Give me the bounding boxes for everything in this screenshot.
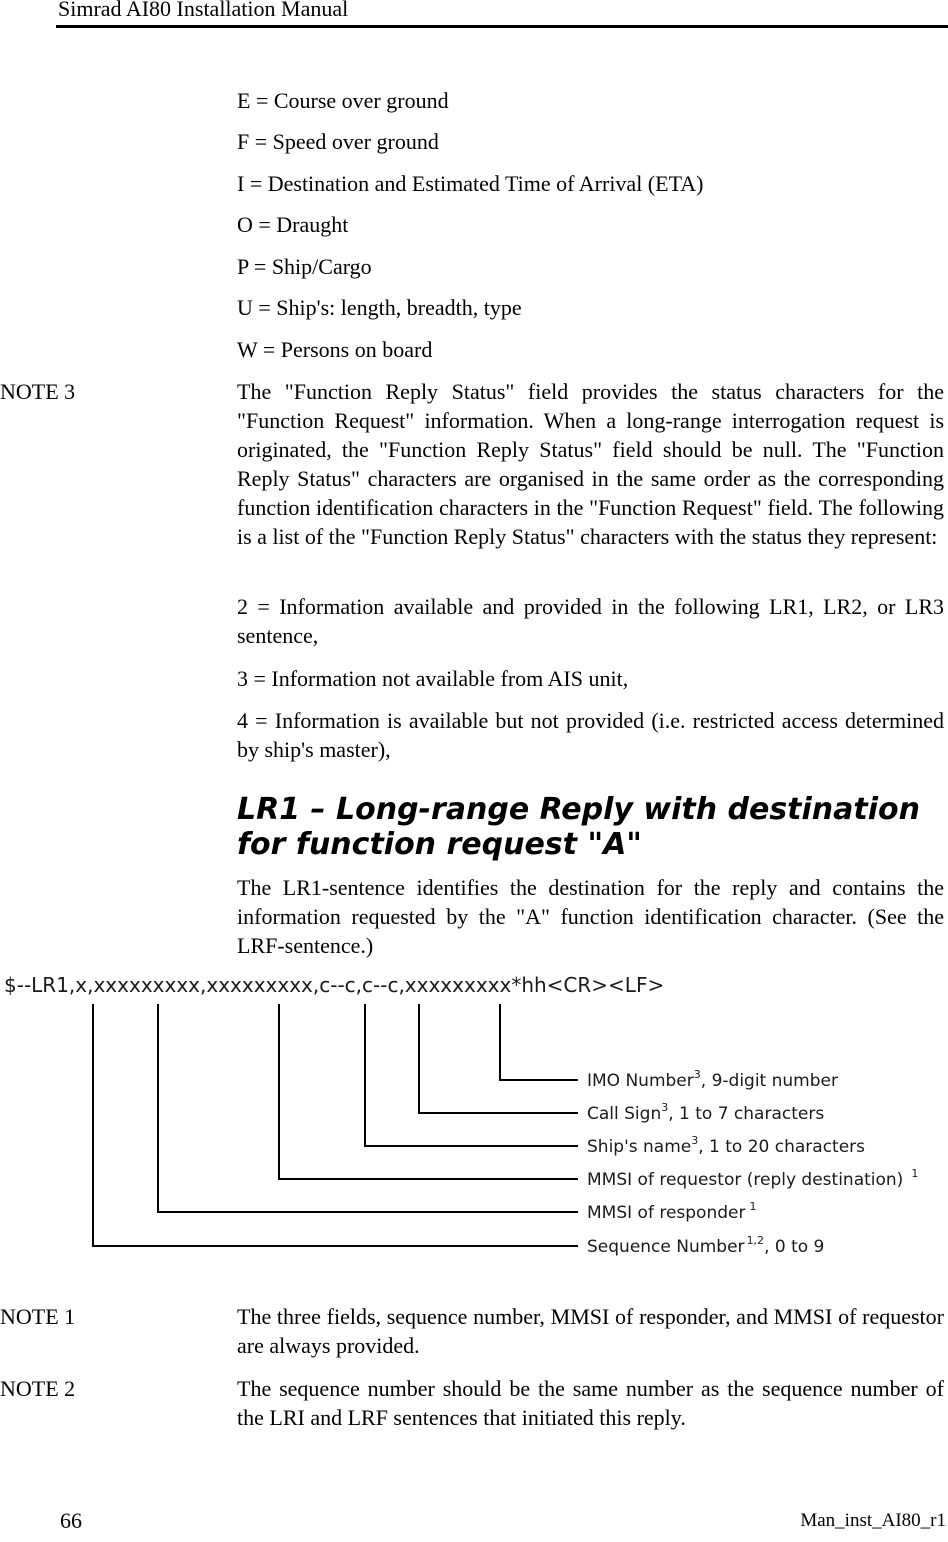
section-heading: LR1 – Long-range Reply with destination for function request "A" — [237, 792, 920, 862]
function-code-f: F = Speed over ground — [237, 129, 439, 154]
page-number: 66 — [60, 1508, 82, 1533]
function-code-e: E = Course over ground — [237, 88, 449, 113]
field-label-ships-name: Ship's name$^3$, 1 to 20 characters — [587, 1134, 866, 1157]
status-item-3: 3 = Information not available from AIS unit, — [237, 666, 629, 691]
status-item-4: 4 = Information is available but not provided (i.e. restricted access determined by ship's master), — [237, 708, 944, 762]
section-intro: The LR1-sentence identifies the destination for the reply and contains the information requested by the "A" function identification character. (See the LRF-sentence.) — [237, 875, 944, 958]
note3-label: NOTE 3 — [0, 379, 76, 404]
function-code-p: P = Ship/Cargo — [237, 254, 372, 279]
note1-text: The three fields, sequence number, MMSI of responder, and MMSI of requestor are always provided. — [237, 1304, 944, 1358]
function-code-i: I = Destination and Estimated Time of Arrival (ETA) — [237, 171, 704, 196]
field-label-mmsi-requestor: MMSI of requestor (reply destination) $^1$ — [587, 1167, 919, 1190]
connector-call-sign — [419, 1004, 578, 1113]
connector-ships-name — [365, 1004, 578, 1146]
connector-mmsi-requestor — [279, 1004, 578, 1179]
connector-sequence-number — [93, 1004, 578, 1246]
lr1-sentence-diagram — [0, 968, 948, 1258]
function-code-o: O = Draught — [237, 212, 349, 237]
document-reference: Man_inst_AI80_r1 — [800, 1510, 946, 1531]
function-code-u: U = Ship's: length, breadth, type — [237, 295, 522, 320]
field-label-sequence-number: Sequence Number $^{1,2}$, 0 to 9 — [587, 1234, 825, 1257]
note3-text: The "Function Reply Status" field provides the status characters for the "Function Request" information. When a long-range interrogation request is originated, the "Function Reply Status" field should be null. The "Function Reply Status" characters are organised in the same order as the corresponding function identification characters in the "Function Request" field. The following is a list of the "Function Reply Status" characters with the status they represent: — [237, 379, 944, 549]
sentence-format: $--LR1,x,xxxxxxxxx,xxxxxxxxx,c--c,c--c,xxxxxxxxx*hh<CR><LF> — [4, 973, 665, 997]
field-label-mmsi-responder: MMSI of responder $^1$ — [587, 1200, 757, 1223]
function-code-w: W = Persons on board — [237, 337, 433, 362]
field-label-call-sign: Call Sign$^3$, 1 to 7 characters — [587, 1101, 825, 1124]
note1-label: NOTE 1 — [0, 1304, 76, 1329]
note2-label: NOTE 2 — [0, 1376, 76, 1401]
connector-imo-number — [500, 1004, 578, 1080]
field-connector-lines — [93, 1004, 578, 1246]
field-label-imo-number: IMO Number$^3$, 9-digit number — [587, 1068, 838, 1091]
header-divider — [56, 25, 948, 28]
page-header-title: Simrad AI80 Installation Manual — [58, 0, 349, 21]
connector-mmsi-responder — [158, 1004, 578, 1212]
note2-text: The sequence number should be the same number as the sequence number of the LRI and LRF sentences that initiated this reply. — [237, 1376, 944, 1430]
status-item-2: 2 = Information available and provided in the following LR1, LR2, or LR3 sentence, — [237, 594, 944, 648]
